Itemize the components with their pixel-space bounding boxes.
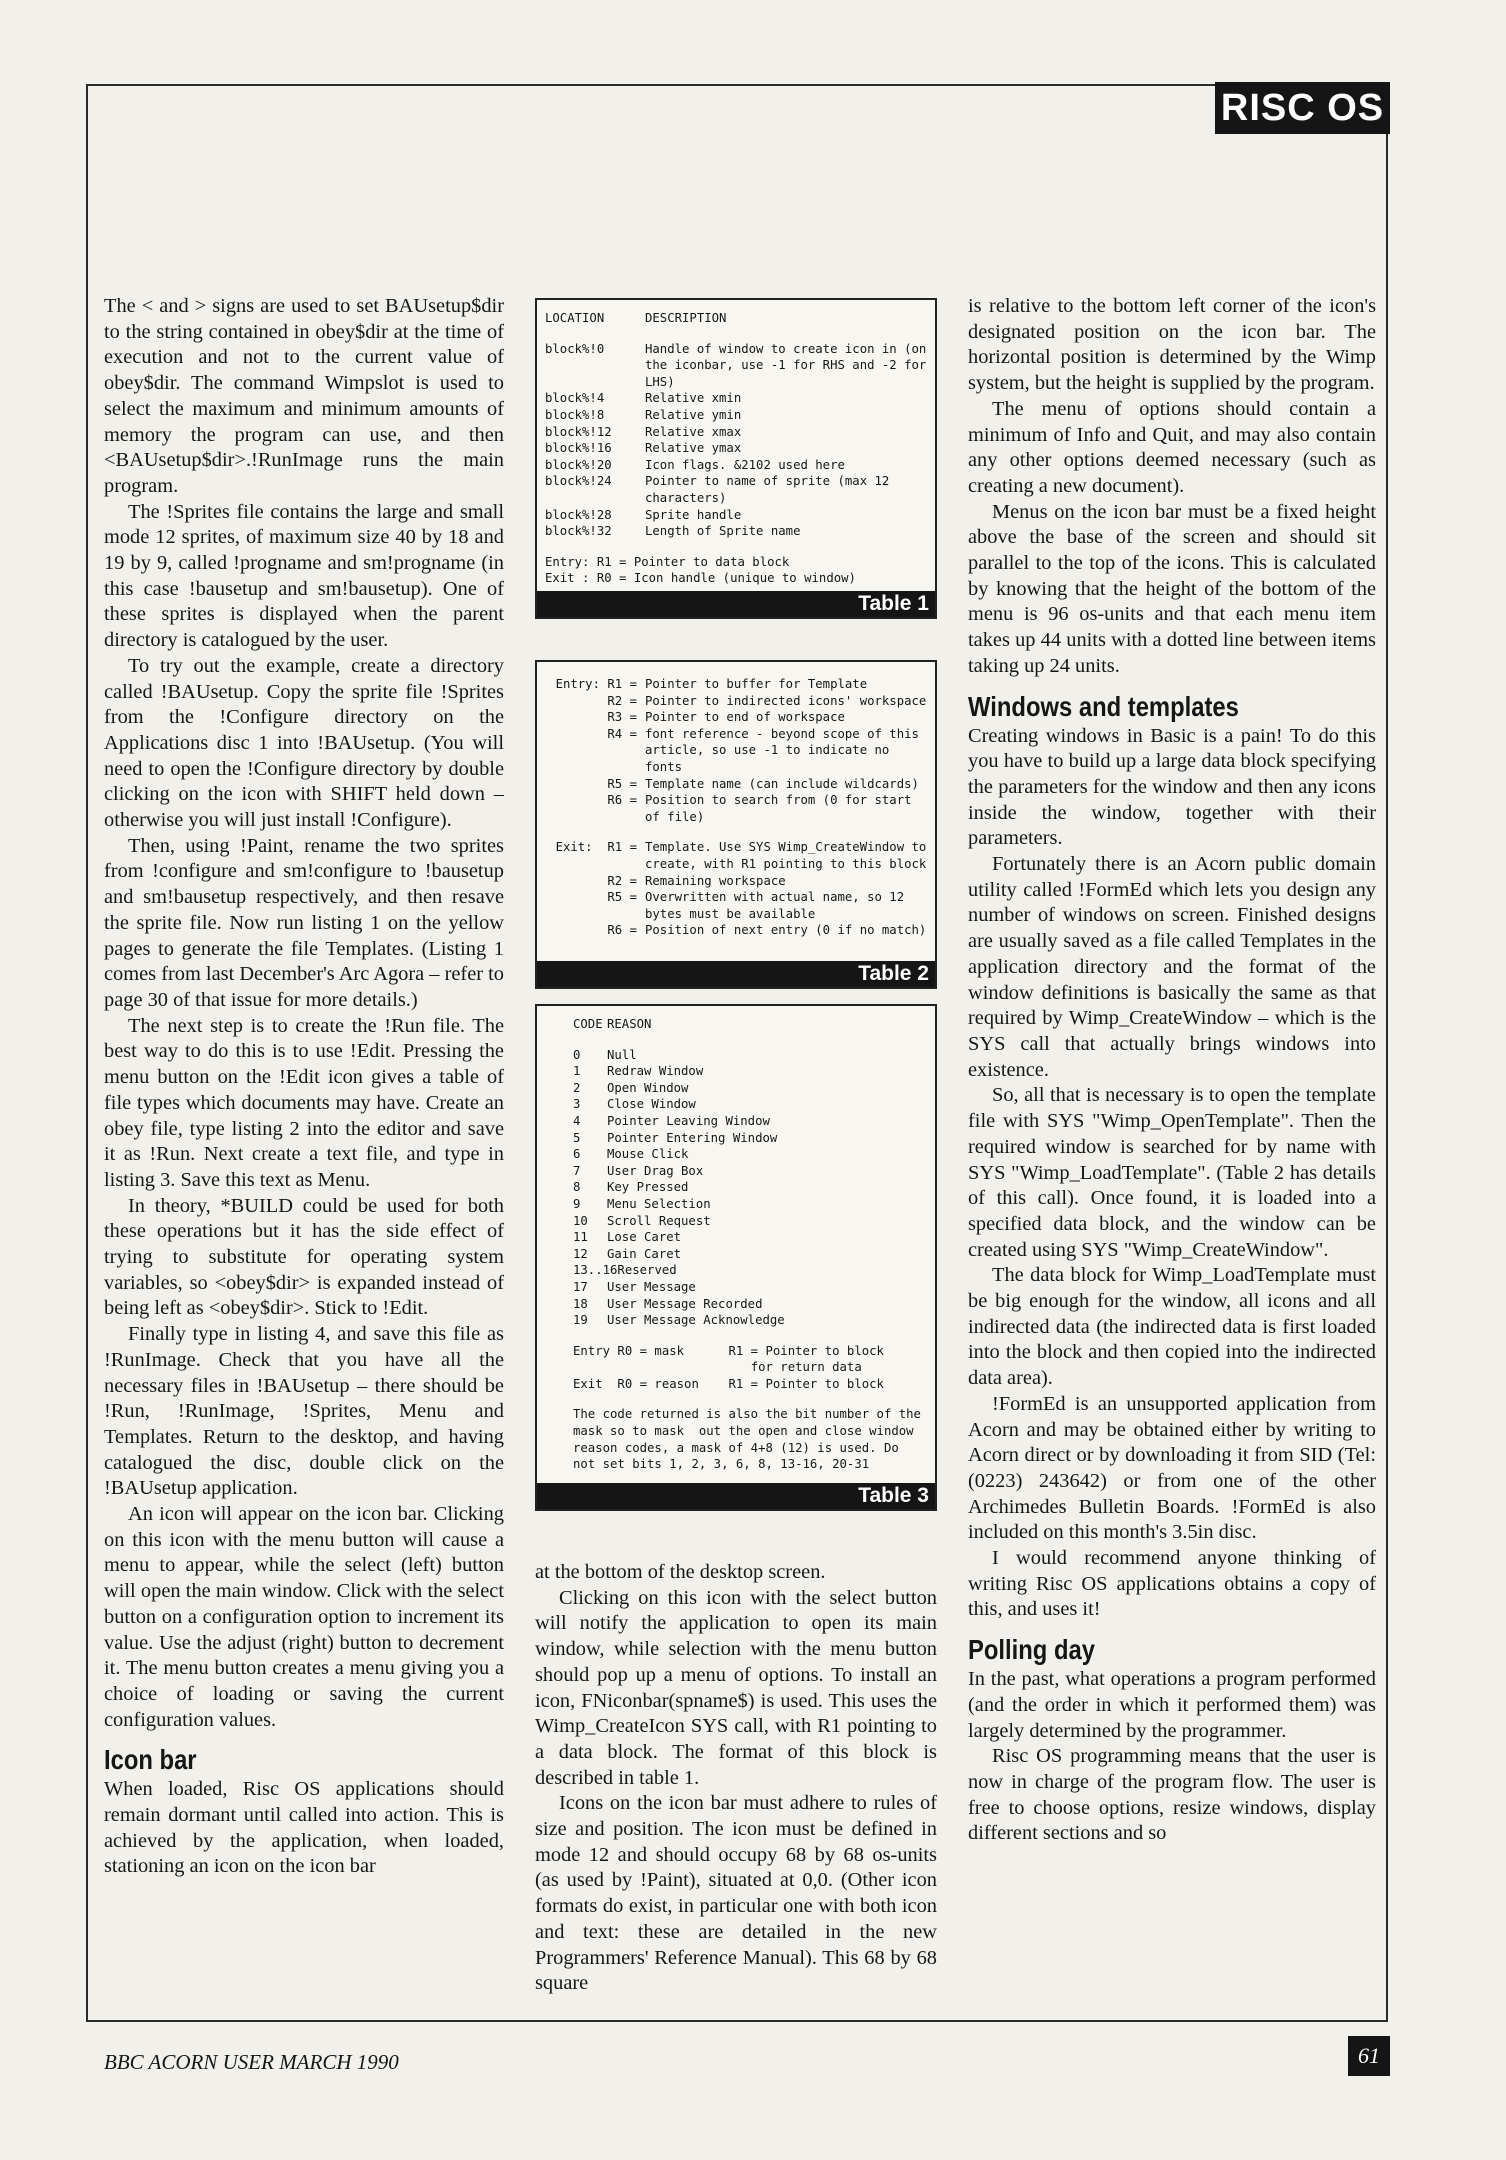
paragraph: An icon will appear on the icon bar. Clicking on this icon with the menu button will cause a menu to appear, while the select (left) button will open the main window. Click with the select button on a configuration option to increment its value. Use the adjust (right) button to decrement it. The menu button creates a menu giving you a choice of loading or saving the current configuration values.: [104, 1503, 504, 1731]
cell-location: block%!8: [545, 407, 605, 422]
cell-location: block%!20: [545, 457, 612, 472]
table-row: [545, 922, 927, 939]
cell-reason: Menu Selection: [607, 1196, 711, 1211]
table-entry: Entry R0 = mask R1 = Pointer to block for return data: [573, 1343, 884, 1375]
cell-description: Relative ymin: [645, 407, 742, 422]
cell-reason: Pointer Entering Window: [607, 1130, 778, 1145]
header-reason: REASON: [607, 1017, 652, 1031]
cell-register: R2 =: [607, 873, 637, 888]
cell-code: 8: [573, 1180, 581, 1195]
cell-description: Position of next entry (0 if no match): [645, 923, 927, 938]
cell-reason: Close Window: [607, 1097, 696, 1112]
cell-reason: Mouse Click: [607, 1147, 689, 1162]
table-row: [545, 1312, 927, 1329]
cell-code: 1: [573, 1064, 581, 1079]
paragraph: When loaded, Risc OS applications should remain dormant until called into action. This is achieved by the application, when loaded, stationing an icon on the icon bar: [104, 1778, 504, 1878]
table-label: Table 1: [537, 591, 935, 617]
column-2: [535, 1560, 937, 1997]
cell-description: Sprite handle: [645, 507, 742, 522]
table-row: [545, 873, 927, 890]
table-row: [545, 1130, 927, 1147]
cell-description: Template. Use SYS Wimp_CreateWindow to create, with R1 pointing to this block: [645, 840, 934, 871]
header-code: CODE: [573, 1017, 603, 1031]
table-row: [545, 726, 927, 776]
table-label: Table 3: [537, 1483, 935, 1509]
cell-description: Pointer to end of workspace: [645, 710, 845, 725]
paragraph: Finally type in listing 4, and save this file as !RunImage. Check that you have all the necessary files in !BAUsetup – there should be !Run, !RunImage, !Sprites, Menu and Templates. Return to the desktop, and having catalogued the disc, double click on the !BAUsetup application.: [104, 1323, 504, 1500]
cell-location: block%!4: [545, 391, 605, 406]
cell-code: 7: [573, 1163, 581, 1178]
cell-register: R2 =: [607, 693, 637, 708]
cell-reason: Redraw Window: [607, 1064, 704, 1079]
table-exit: Exit R0 = reason R1 = Pointer to block: [573, 1376, 884, 1391]
cell-reason: Scroll Request: [607, 1213, 711, 1228]
cell-description: Icon flags. &2102 used here: [645, 457, 845, 472]
column-1: [104, 294, 504, 1880]
paragraph: Creating windows in Basic is a pain! To do this you have to build up a large data block specifying the parameters for the window and then any icons inside the window, together with their parameters.: [968, 724, 1376, 850]
table-row: [545, 792, 927, 825]
paragraph: The data block for Wimp_LoadTemplate must be big enough for the window, all icons and all indirected data (the indirected data is first loaded into the block and then copied into the indirected data area).: [968, 1264, 1376, 1390]
paragraph: To try out the example, create a directory called !BAUsetup. Copy the sprite file !Sprites from the !Configure directory on the Applications disc 1 into !BAUsetup. (You will need to open the !Configure directory by double clicking on the icon with SHIFT held down – otherwise you will just install !Configure).: [104, 654, 504, 832]
cell-code: 11: [573, 1230, 588, 1245]
cell-reason: User Message Recorded: [607, 1296, 763, 1311]
cell-register: R5 =: [607, 776, 637, 791]
table-1: [535, 298, 937, 619]
table-row: [545, 693, 927, 710]
cell-register: R5 =: [607, 890, 637, 905]
cell-register: R6 =: [607, 923, 637, 938]
cell-reason: Open Window: [607, 1080, 689, 1095]
footer-publication: BBC ACORN USER MARCH 1990: [104, 2050, 399, 2074]
cell-description: Pointer to name of sprite (max 12 characters): [645, 474, 897, 505]
cell-description: Remaining workspace: [645, 873, 786, 888]
cell-code: 10: [573, 1213, 588, 1228]
table-row: [545, 473, 927, 506]
table-row: [545, 1213, 927, 1230]
cell-register: R4 =: [607, 726, 637, 741]
cell-code: 0: [573, 1047, 581, 1062]
table-row: [545, 523, 927, 540]
cell-reason: Gain Caret: [607, 1246, 682, 1261]
cell-reason: User Drag Box: [607, 1163, 704, 1178]
cell-reason: Reserved: [617, 1263, 677, 1278]
cell-description: Length of Sprite name: [645, 524, 801, 539]
table-row: [545, 1229, 927, 1246]
paragraph: Then, using !Paint, rename the two sprites from !configure and sm!configure to !bausetup and sm!bausetup respectively, and then resave the sprite file. Now run listing 1 on the yellow pages to generate the file Templates. (Listing 1 comes from last December's Arc Agora – refer to page 30 of that issue for more details.): [104, 834, 505, 1011]
cell-code: 17: [573, 1279, 588, 1294]
cell-location: block%!24: [545, 474, 612, 489]
cell-description: Relative xmin: [645, 391, 742, 406]
cell-code: 9: [573, 1196, 581, 1211]
cell-reason: Lose Caret: [607, 1230, 682, 1245]
cell-register: R3 =: [607, 710, 637, 725]
table-row: [545, 1296, 927, 1313]
paragraph: The !Sprites file contains the large and small mode 12 sprites, of maximum size 40 by 18 and 19 by 9, called !progname and sm!progname (in this case !bausetup and sm!bausetup). One of these sprites is displayed when the parent directory is catalogued by the user.: [104, 500, 504, 652]
cell-reason: Key Pressed: [607, 1180, 689, 1195]
cell-description: Overwritten with actual name, so 12 bytes must be available: [645, 890, 912, 921]
cell-code: 6: [573, 1147, 581, 1162]
table-row: [545, 424, 927, 441]
column-3: [968, 294, 1376, 1847]
paragraph: Icons on the icon bar must adhere to rules of size and position. The icon must be defined in mode 12 and should occupy 68 by 68 os-units (as used by !Paint), situated at 0,0. (Other icon formats do exist, in particular one with both icon and text: these are detailed in the new Programmers' Reference Manual). This 68 by 68 square: [535, 1792, 937, 1995]
header-description: DESCRIPTION: [645, 311, 727, 325]
cell-register: Entry: R1 =: [555, 677, 637, 691]
cell-description: Relative ymax: [645, 441, 742, 456]
cell-description: Template name (can include wildcards): [645, 776, 919, 791]
table-note: The code returned is also the bit number of the mask so to mask out the open and close window reason codes, a mask of 4+8 (12) is used. Do not set bits 1, 2, 3, 6, 8, 13-16, 20-31: [573, 1407, 929, 1472]
cell-location: block%!16: [545, 441, 612, 456]
cell-reason: Pointer Leaving Window: [607, 1113, 770, 1128]
cell-location: block%!0: [545, 341, 605, 356]
cell-description: Pointer to indirected icons' workspace: [645, 693, 927, 708]
cell-reason: User Message: [607, 1279, 696, 1294]
table-row: [545, 1047, 927, 1064]
paragraph: So, all that is necessary is to open the template file with SYS "Wimp_OpenTemplate". Then the required window is searched for by name with SYS "Wimp_LoadTemplate". (Table 2 has details of this call). Once found, it is loaded into a specified data block, and the window can be created using SYS "Wimp_CreateWindow".: [968, 1084, 1376, 1261]
cell-location: block%!32: [545, 524, 612, 539]
cell-code: 19: [573, 1313, 588, 1328]
table-header: [545, 1016, 927, 1033]
cell-location: block%!28: [545, 507, 612, 522]
cell-description: Relative xmax: [645, 424, 742, 439]
cell-code: 12: [573, 1246, 588, 1261]
cell-description: Pointer to buffer for Template: [645, 677, 868, 691]
paragraph: Risc OS programming means that the user is now in charge of the program flow. The user is free to choose options, resize windows, display different sections and so: [968, 1745, 1376, 1845]
table-row: [545, 889, 927, 922]
cell-reason: User Message Acknowledge: [607, 1313, 785, 1328]
cell-description: Position to search from (0 for start of file): [645, 793, 919, 824]
table-row: [545, 1146, 927, 1163]
table-row: [545, 1196, 927, 1213]
table-row: [545, 1246, 927, 1263]
paragraph: !FormEd is an unsupported application from Acorn and may be obtained either by writing to Acorn direct or by downloading it from SID (Tel: (0223) 243642) or from one of the other Archimedes Bulletin Boards. !FormEd is also included on this month's 3.5in disc.: [968, 1392, 1376, 1544]
cell-location: block%!12: [545, 424, 612, 439]
paragraph: Clicking on this icon with the select button will notify the application to open its main window, while selection with the menu button should pop up a menu of options. To install an icon, FNiconbar(spname$) is used. This uses the Wimp_CreateIcon SYS call, with R1 pointing to a data block. The format of this block is described in table 1.: [535, 1586, 937, 1789]
cell-register: R6 =: [607, 793, 637, 808]
table-row: [545, 676, 927, 693]
paragraph: The next step is to create the !Run file. The best way to do this is to use !Edit. Pressing the menu button on the !Edit icon gives a table of file types which documents may have. Create an obey file, type listing 2 into the editor and save it as !Run. Next create a text file, and type in listing 3. Save this text as Menu.: [104, 1014, 504, 1191]
table-row: [545, 839, 934, 872]
cell-description: font reference - beyond scope of this article, so use -1 to indicate no fonts: [645, 726, 927, 774]
cell-code: 18: [573, 1296, 588, 1311]
paragraph: In the past, what operations a program performed (and the order in which it performed them) was largely determined by the programmer.: [968, 1668, 1376, 1742]
table-header: [545, 310, 927, 327]
table-row: [545, 709, 927, 726]
table-row: [545, 1279, 927, 1296]
paragraph: In theory, *BUILD could be used for both these operations but it has the side effect of trying to substitute for operating system variables, so <obey$dir> is expanded instead of being left as <obey$dir>. Stick to !Edit.: [104, 1194, 504, 1320]
table-row: [545, 1080, 927, 1097]
table-row: [545, 1096, 927, 1113]
cell-reason: Null: [607, 1047, 637, 1062]
table-2: [535, 660, 937, 989]
section-badge: RISC OS: [1215, 82, 1390, 134]
table-exit: Exit : R0 = Icon handle (unique to window): [545, 571, 856, 586]
paragraph: is relative to the bottom left corner of the icon's designated position on the icon bar. The horizontal position is determined by the Wimp system, but the height is supplied by the program.: [968, 295, 1376, 395]
table-row: [545, 1163, 927, 1180]
table-row: [545, 1262, 927, 1279]
cell-code: 4: [573, 1113, 581, 1128]
paragraph: The menu of options should contain a minimum of Info and Quit, and may also contain any other options deemed necessary (such as creating a new document).: [968, 397, 1376, 497]
paragraph: Menus on the icon bar must be a fixed height above the base of the screen and should sit parallel to the top of the icons. This is calculated by knowing that the height of the bottom of the menu is 96 os-units and that each menu item takes up 44 units with a dotted line between items taking up 24 units.: [968, 500, 1376, 677]
table-row: [545, 440, 927, 457]
page-number: 61: [1348, 2036, 1390, 2076]
cell-code: 2: [573, 1080, 581, 1095]
cell-code: 5: [573, 1130, 581, 1145]
paragraph: I would recommend anyone thinking of writing Risc OS applications obtains a copy of this, and uses it!: [968, 1547, 1376, 1621]
table-row: [545, 407, 927, 424]
heading-windows-templates: Windows and templates: [968, 690, 1239, 722]
cell-code: 3: [573, 1097, 581, 1112]
table-row: [545, 341, 934, 391]
cell-description: Handle of window to create icon in (on the iconbar, use -1 for RHS and -2 for LHS): [645, 341, 934, 389]
table-row: [545, 457, 927, 474]
table-label: Table 2: [537, 961, 935, 987]
paragraph: Fortunately there is an Acorn public domain utility called !FormEd which lets you design any number of windows on screen. Finished designs are usually saved as a file called Templates in the application directory and the format of the window definitions is basically the same as that required by Wimp_CreateWindow – which is the SYS call that actually brings windows into existence.: [968, 853, 1376, 1081]
table-entry: Entry: R1 = Pointer to data block: [545, 554, 790, 569]
table-row: [545, 1063, 927, 1080]
table-row: [545, 1179, 927, 1196]
header-location: LOCATION: [545, 311, 605, 325]
table-row: [545, 1113, 927, 1130]
table-row: [545, 507, 927, 524]
cell-register: Exit: R1 =: [555, 840, 637, 855]
table-3: [535, 1004, 937, 1511]
heading-polling-day: Polling day: [968, 1634, 1095, 1666]
paragraph: at the bottom of the desktop screen.: [535, 1561, 826, 1583]
cell-code: 13..16: [573, 1263, 618, 1278]
paragraph: The < and > signs are used to set BAUsetup$dir to the string contained in obey$dir at the time of execution and not to the current value of obey$dir. The command Wimpslot is used to select the maximum and minimum amounts of memory the program can use, and then <BAUsetup$dir>.!RunImage runs the main program.: [104, 295, 504, 497]
table-row: [545, 390, 927, 407]
heading-icon-bar: Icon bar: [104, 1744, 197, 1776]
table-row: [545, 776, 927, 793]
